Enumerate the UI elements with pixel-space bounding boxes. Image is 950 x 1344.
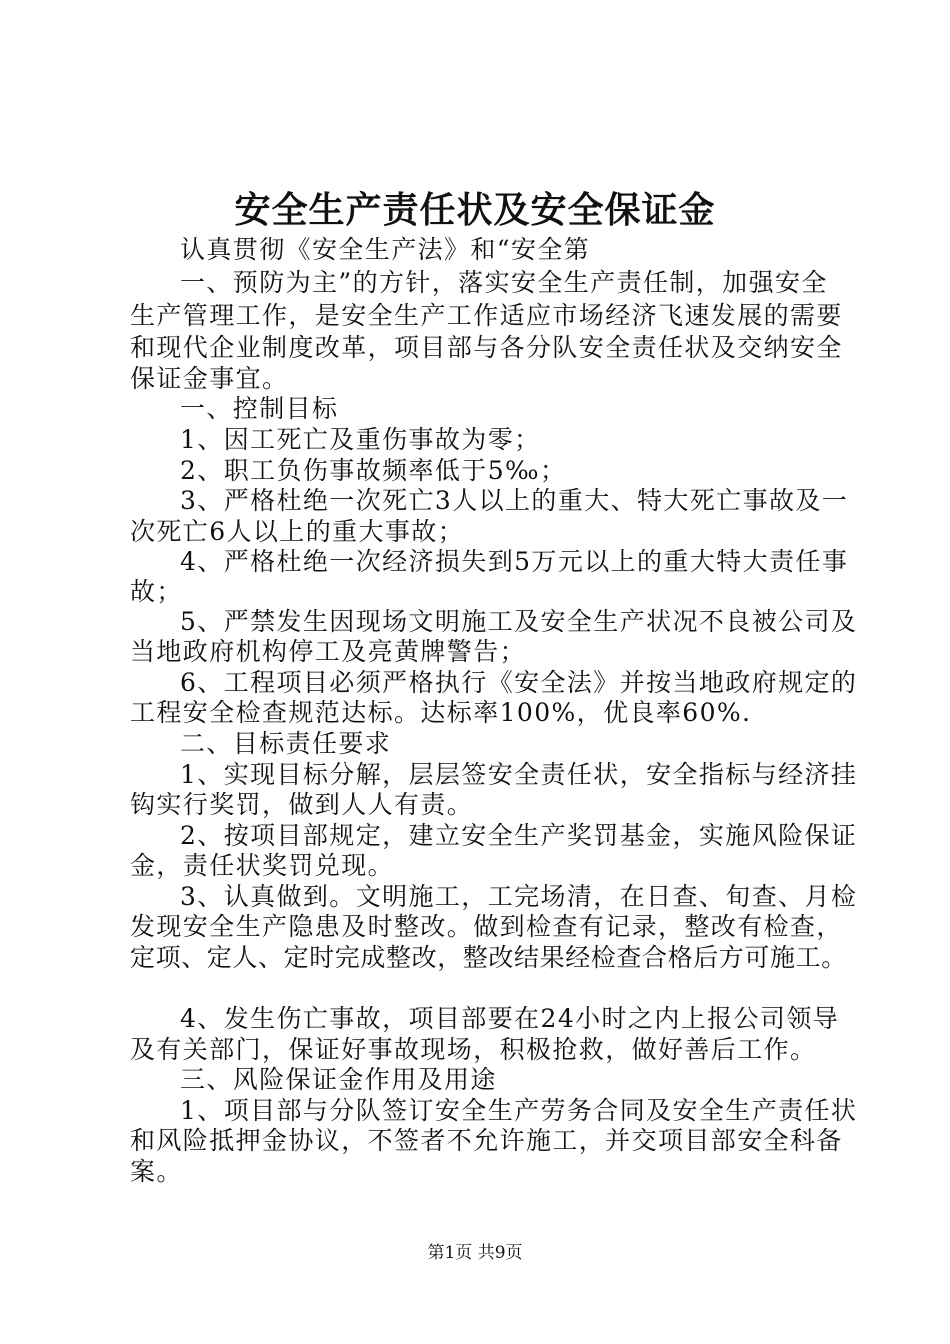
- body-line: 工程安全检查规范达标。达标率100%，优良率60%.: [130, 698, 752, 727]
- body-line: 金，责任状奖罚兑现。: [130, 851, 395, 880]
- body-line: 保证金事宜。: [130, 364, 289, 393]
- body-line: 2、职工负伤事故频率低于5‰；: [180, 456, 567, 485]
- body-line: 发现安全生产隐患及时整改。做到检查有记录，整改有检查，: [130, 912, 843, 941]
- body-line: 当地政府机构停工及亮黄牌警告；: [130, 637, 527, 666]
- body-line: 1、项目部与分队签订安全生产劳务合同及安全生产责任状: [180, 1096, 858, 1125]
- body-line: 故；: [130, 577, 183, 606]
- section-heading: 二、目标责任要求: [180, 729, 392, 758]
- document-title: 安全生产责任状及安全保证金: [234, 189, 716, 231]
- body-line: 钩实行奖罚，做到人人有责。: [130, 790, 474, 819]
- body-line: 4、严格杜绝一次经济损失到5万元以上的重大特大责任事: [180, 547, 849, 576]
- body-line: 1、实现目标分解，层层签安全责任状，安全指标与经济挂: [180, 760, 858, 789]
- body-line: 和现代企业制度改革，项目部与各分队安全责任状及交纳安全: [130, 333, 843, 362]
- body-line: 1、因工死亡及重伤事故为零；: [180, 425, 541, 454]
- body-line: 4、发生伤亡事故，项目部要在24小时之内上报公司领导: [180, 1004, 840, 1033]
- body-line: 6、工程项目必须严格执行《安全法》并按当地政府规定的: [180, 668, 858, 697]
- body-line: 一、预防为主”的方针，落实安全生产责任制，加强安全: [180, 268, 828, 297]
- section-heading: 一、控制目标: [180, 394, 339, 423]
- body-line: 3、严格杜绝一次死亡3人以上的重大、特大死亡事故及一: [180, 486, 849, 515]
- body-line: 2、按项目部规定，建立安全生产奖罚基金，实施风险保证: [180, 821, 858, 850]
- body-line: 认真贯彻《安全生产法》和“安全第: [180, 235, 591, 264]
- body-line: 及有关部门，保证好事故现场，积极抢救，做好善后工作。: [130, 1035, 817, 1064]
- body-line: 定项、定人、定时完成整改，整改结果经检查合格后方可施工。: [130, 943, 847, 972]
- body-line: 5、严禁发生因现场文明施工及安全生产状况不良被公司及: [180, 607, 858, 636]
- page-number: 第1页 共9页: [427, 1243, 523, 1263]
- section-heading: 三、风险保证金作用及用途: [180, 1065, 497, 1094]
- body-line: 和风险抵押金协议，不签者不允许施工，并交项目部安全科备: [130, 1126, 843, 1155]
- body-line: 3、认真做到。文明施工，工完场清，在日查、旬查、月检: [180, 882, 858, 911]
- body-line: 生产管理工作，是安全生产工作适应市场经济飞速发展的需要: [130, 301, 843, 330]
- body-line: 次死亡6人以上的重大事故；: [130, 517, 465, 546]
- body-line: 案。: [130, 1157, 183, 1186]
